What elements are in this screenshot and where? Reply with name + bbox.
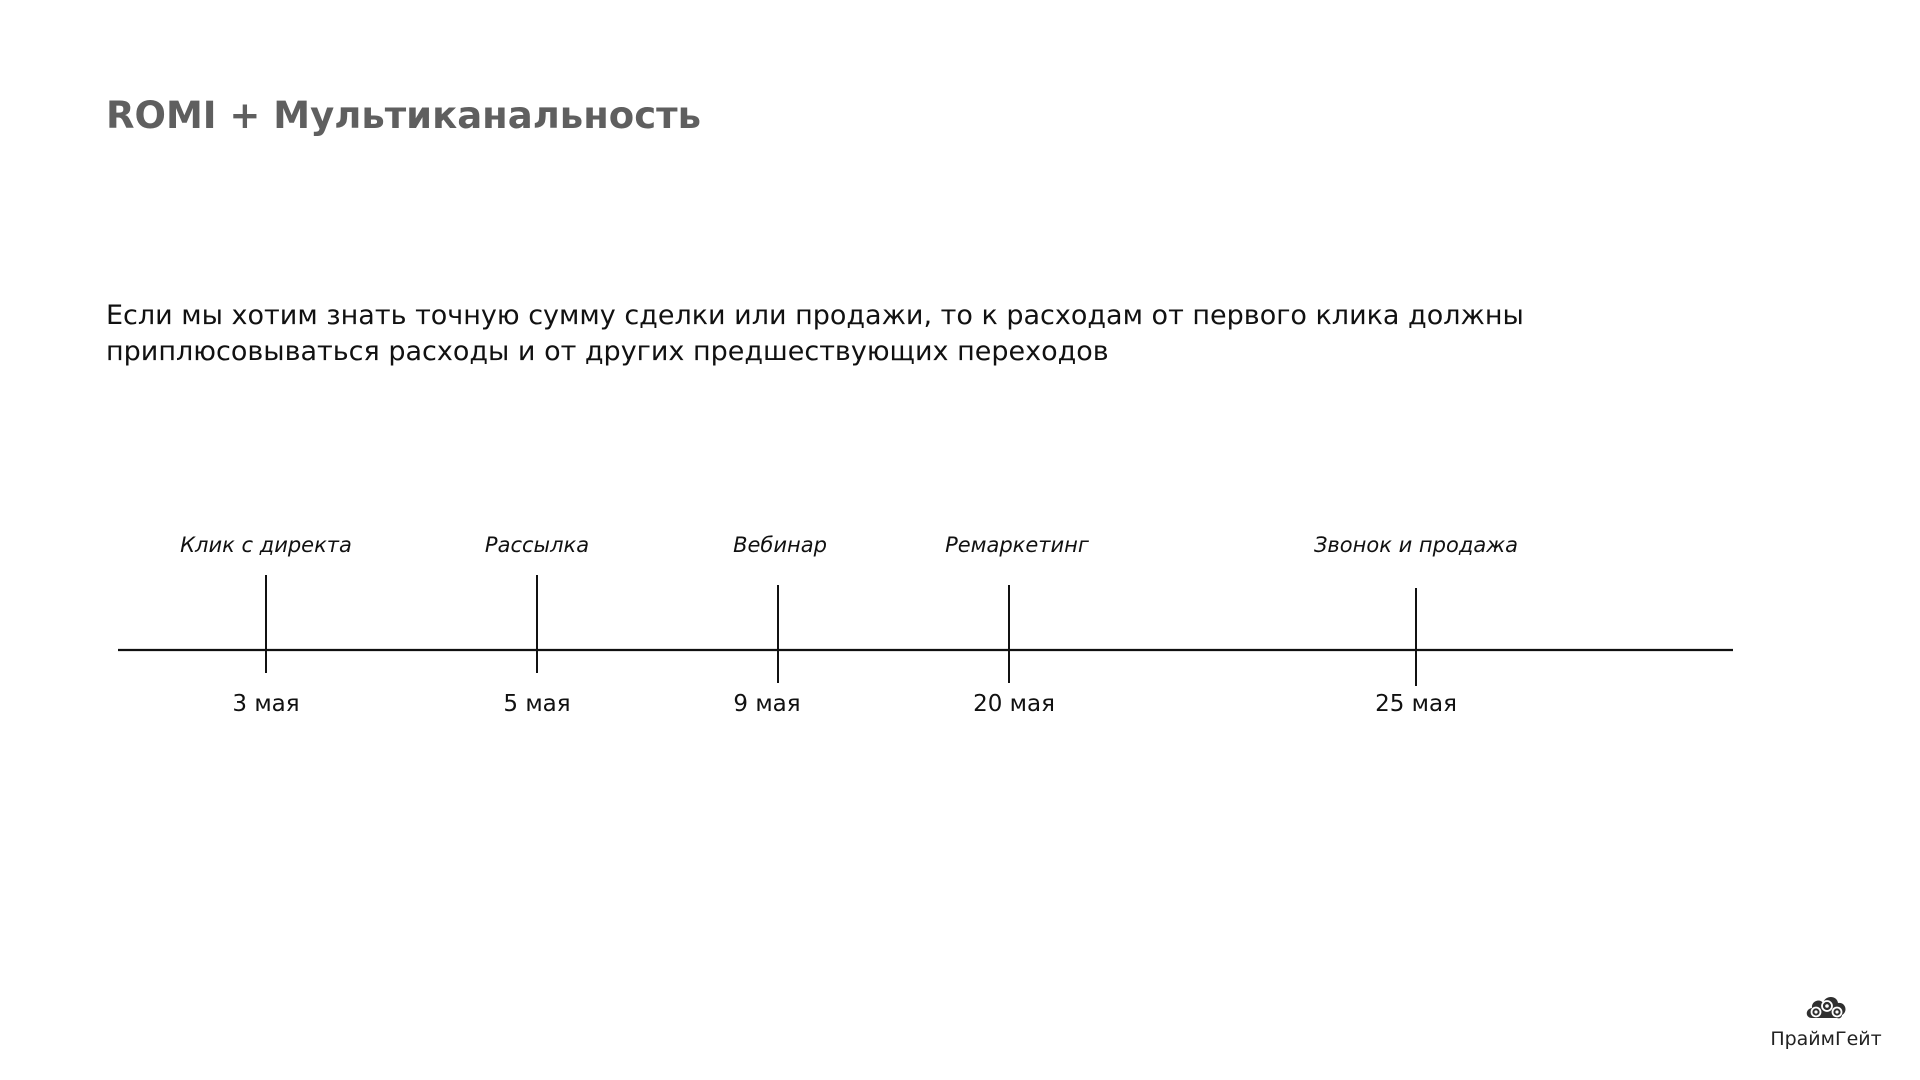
event-date: 25 мая [1375, 691, 1457, 717]
event-label: Рассылка [484, 533, 590, 557]
event-label: Вебинар [733, 533, 827, 557]
slide-description-line: приплюсовываться расходы и от других предшествующих переходов [106, 336, 1109, 367]
brand-name: ПраймГейт [1770, 1028, 1882, 1050]
event-date: 3 мая [232, 691, 300, 717]
gears-cloud-icon [1802, 988, 1850, 1024]
brand-block [1766, 988, 1886, 1050]
event-date: 9 мая [733, 691, 801, 717]
event-date: 5 мая [503, 691, 571, 717]
event-label: Клик с директа [180, 533, 352, 557]
timeline-event [485, 533, 589, 717]
timeline-event [733, 533, 827, 717]
event-date: 20 мая [973, 691, 1055, 717]
event-label: Ремаркетинг [945, 533, 1089, 557]
slide-description-line: Если мы хотим знать точную сумму сделки или продажи, то к расходам от первого клика должны [106, 300, 1524, 331]
timeline-event [1314, 533, 1518, 717]
timeline-event [180, 533, 352, 717]
event-label: Звонок и продажа [1313, 533, 1519, 557]
timeline-event [945, 533, 1090, 717]
slide-title: ROMI + Мультиканальность [106, 94, 701, 137]
